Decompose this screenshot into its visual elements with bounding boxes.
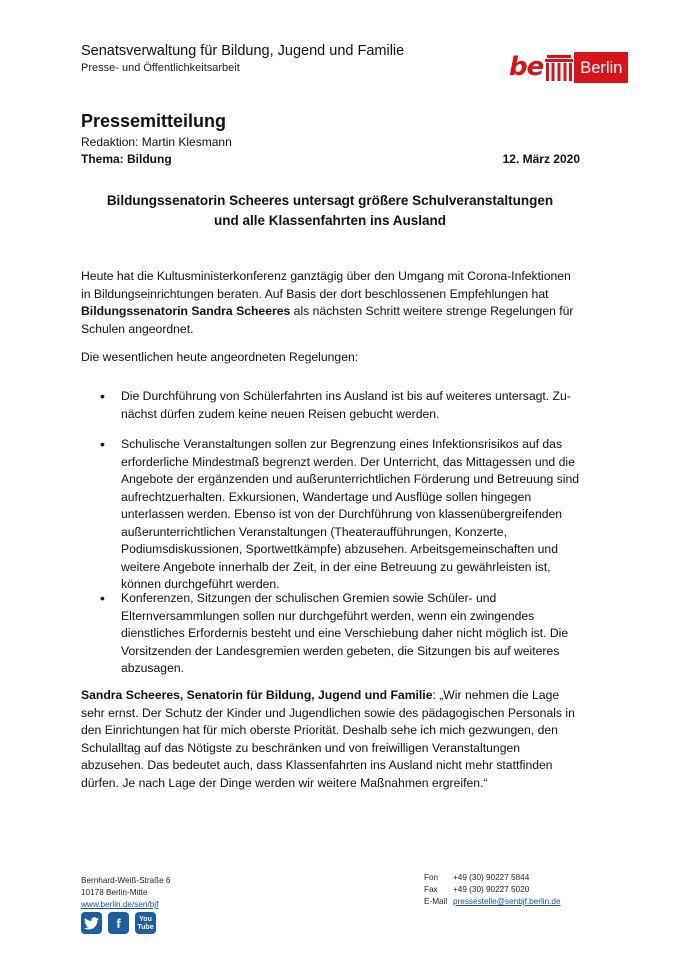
fax-label: Fax (424, 885, 438, 894)
fon-number: +49 (30) 90227 5844 (453, 873, 530, 882)
list-item (81, 590, 580, 678)
facebook-icon[interactable]: f (108, 912, 129, 934)
bullet-icon: • (100, 590, 105, 606)
rules-lead: Die wesentlichen heute angeordneten Regelungen: (81, 350, 359, 364)
mail-label: E-Mail (424, 897, 448, 906)
document-type-title: Pressemitteilung (81, 111, 227, 131)
footer-contact (424, 872, 561, 908)
list-item-text: Konferenzen, Sitzungen der schulischen Gremien sowie Schüler- und Elternversammlungen sollen nur durchgeführt werden, wenn ein zwingendes dienstliches Erfordernis besteht und eine Verschiebung daher nicht möglich ist. Die Vorsitzenden der Landesgremien werden gebeten, die Sitzungen bis auf weiteres abzusagen. (121, 591, 569, 675)
twitter-icon[interactable] (81, 912, 102, 934)
mail-row (424, 896, 561, 908)
intro-text-bold: Bildungssenatorin Sandra Scheeres (81, 304, 291, 318)
social-links (81, 912, 156, 934)
headline-line-1: Bildungssenatorin Scheeres untersagt größere Schulveranstaltungen (106, 193, 554, 208)
thema-line: Thema: Bildung (81, 152, 172, 166)
list-item-text: Schulische Veranstaltungen sollen zur Begrenzung eines Infektionsrisikos auf das erforderliche Mindestmaß begrenzt werden. Der Unterricht, das Mittagessen und die Angebote der ergänzenden und außerunterrichtlichen Förderung und Betreuung sind aufrechtzuerhalten. Exkursionen, Wandertage und Ausflüge sollen hingegen unterlassen werden. Ebenso ist von der Durchführung von klassenübergreifenden außerunterrichtlichen Veranstaltungen (Theateraufführungen, Konzerte, Podiumsdiskussionen, Sportwettkämpfe) abzusehen. Arbeitsgemeinschaften und weitere Angebote innerhalb der Zeit, in der eine Betreuung zu gewährleisten ist, können durchgeführt werden. (121, 437, 580, 591)
list-item-text: Die Durchführung von Schülerfahrten ins Ausland ist bis auf weiteres untersagt. Zunächst dürfen zudem keine neuen Reisen gebucht werden. (121, 389, 571, 421)
list-item (81, 436, 580, 594)
dept-name: Presse- und Öffentlichkeitsarbeit (81, 62, 240, 74)
fon-row (424, 872, 561, 884)
quote-text: : „Wir nehmen die Lage sehr ernst. Der Schutz der Kinder und Jugendlichen sowie des pädagogischen Personals in den Einrichtungen hat für mich oberste Priorität. Deshalb sehe ich mich gezwungen, den Schulalltag auf das Nötigste zu beschränken und von freiwilligen Veranstaltungen abzusehen. Das bedeutet auch, dass Klassenfahrten ins Ausland nicht mehr stattfinden dürfen. Je nach Lage der Dinge werden wir weitere Maßnahmen ergreifen.“ (81, 688, 575, 790)
footer-address (81, 875, 171, 911)
headline-line-2: und alle Klassenfahrten ins Ausland (213, 213, 447, 228)
header-organization (81, 43, 404, 74)
footer-city: 10178 Berlin-Mitte (81, 888, 148, 897)
release-date: 12. März 2020 (502, 152, 580, 166)
logo-berlin-text: Berlin (574, 52, 628, 83)
fax-row (424, 884, 561, 896)
redaktion-line: Redaktion: Martin Klesmann (81, 135, 232, 149)
brandenburg-gate-icon (545, 52, 573, 83)
logo-be-text: be (509, 52, 544, 82)
youtube-bottom-text: Tube (137, 923, 154, 931)
fax-number: +49 (30) 90227 5020 (453, 885, 530, 894)
intro-paragraph (81, 268, 580, 338)
youtube-top-text: You (139, 915, 152, 923)
intro-text-before: Heute hat die Kultusministerkonferenz ganztägig über den Umgang mit Corona-Infektionen in Bildungseinrichtungen beraten. Auf Basis der dort beschlossenen Empfehlungen hat (81, 269, 571, 301)
org-name: Senatsverwaltung für Bildung, Jugend und Familie (81, 43, 405, 59)
quote-speaker: Sandra Scheeres, Senatorin für Bildung, Jugend und Familie (81, 688, 433, 702)
berlin-logo (509, 52, 628, 83)
bullet-icon: • (100, 436, 105, 452)
footer-street: Bernhard-Weiß-Straße 6 (81, 876, 171, 885)
fon-label: Fon (424, 873, 439, 882)
headline (81, 191, 579, 231)
bullet-icon: • (100, 388, 105, 404)
list-item (81, 388, 580, 423)
quote-paragraph (81, 687, 580, 792)
footer-web-link[interactable]: www.berlin.de/sen/bjf (81, 900, 159, 909)
youtube-icon[interactable] (135, 912, 156, 934)
intro-text-after: als nächsten Schritt weitere strenge Regelungen für Schulen angeordnet. (81, 304, 574, 336)
mail-link[interactable]: pressestelle@senbjf.berlin.de (453, 897, 561, 906)
